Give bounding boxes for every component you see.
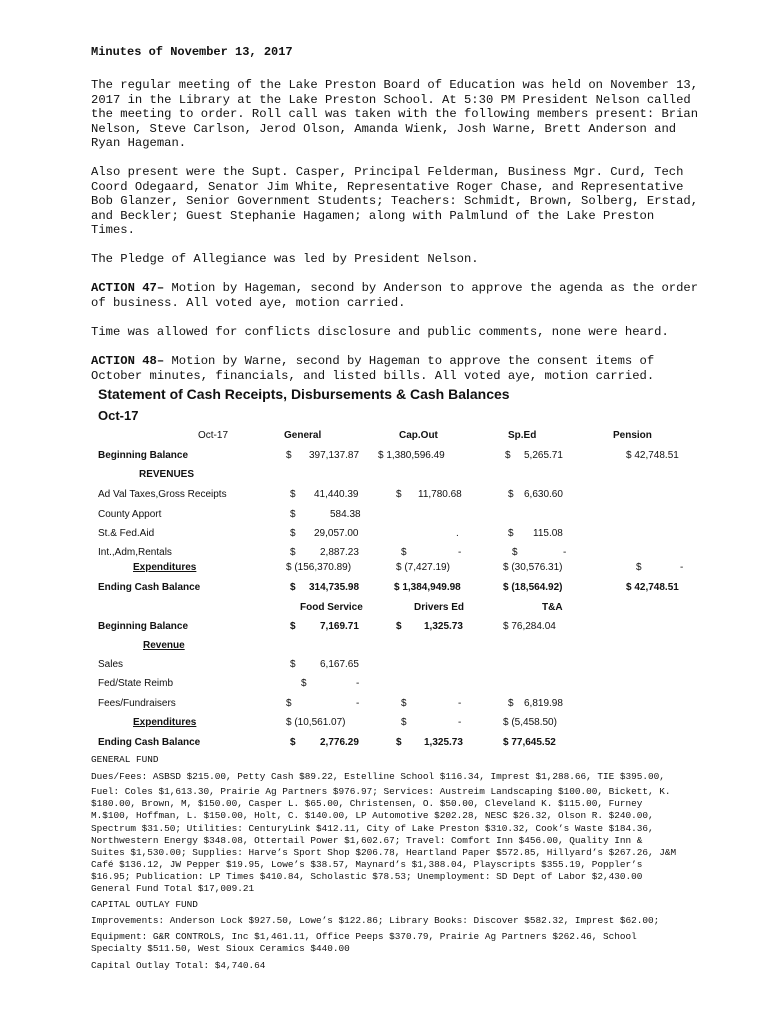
county-general-currency: $ bbox=[290, 509, 296, 520]
exp-pension-value: - bbox=[680, 562, 684, 573]
general-fund-items: Fuel: Coles $1,613.30, Prairie Ag Partners $976.97; Services: Austreim Landscaping $100.00, Bickett, K. $180.00, Brown, M, $150.00, Casper L. $65.00, Christensen, O. $50.00, Cleveland K. $115.00, Furney M.$100, Hoffman, L. $150.00, Holt, C. $140.00, LP Automotive $202.28, NESC $26.32, Olson R. $240.00, Spectrum $31.50; Utilities: CenturyLink $412.11, City of Lake Preston $310.32, Cook’s Waste $184.36, Northwestern Energy $348.08, Ottertail Power $1,602.67; Travel: Comfort Inn $456.00, Quality Inn & Suites $1,530.00; Supplies: Harve’s Sport Shop $206.78, Heartland Paper $572.85, Hillyard’s $267.26, J&M Café $136.12, JW Pepper $19.95, Lowe’s $38.57, Maynard’s $1,388.04, Playscripts $355.19, Poppler’s $16.95; Publication: LP Times $410.84, Scholastic $78.53; Unemployment: SD Dept of Labor $2,430.00 bbox=[91, 786, 677, 883]
adval-general-value: 41,440.39 bbox=[314, 489, 359, 500]
int-sped-currency: $ bbox=[512, 547, 518, 558]
capital-outlay-improvements: Improvements: Anderson Lock $927.50, Lowe’s $122.86; Library Books: Discover $582.32, Imprest $62.00; bbox=[91, 915, 660, 926]
row-label-county: County Apport bbox=[98, 509, 162, 520]
fees-drivers-value: - bbox=[458, 698, 462, 709]
exp-general-value: $ (156,370.89) bbox=[286, 562, 352, 573]
exp-sped-value: $ (30,576.31) bbox=[503, 562, 563, 573]
adval-general-currency: $ bbox=[290, 489, 296, 500]
action-48-label: ACTION 48– bbox=[91, 354, 165, 368]
end-food-value: 2,776.29 bbox=[320, 737, 359, 748]
month-label: Oct-17 bbox=[198, 430, 229, 441]
header-capout: Cap.Out bbox=[399, 430, 438, 441]
exp-drivers-currency: $ bbox=[401, 717, 407, 728]
minutes-paragraph-pledge: The Pledge of Allegiance was led by President Nelson. bbox=[91, 252, 479, 266]
header-food-service: Food Service bbox=[300, 602, 363, 613]
header-ta: T&A bbox=[542, 602, 563, 613]
bb-capout-value: $ 1,380,596.49 bbox=[378, 450, 445, 461]
state-capout-value: . bbox=[456, 528, 459, 539]
row-label-ending-balance: Ending Cash Balance bbox=[98, 582, 201, 593]
county-general-value: 584.38 bbox=[330, 509, 361, 520]
end-food-currency: $ bbox=[290, 737, 296, 748]
exp-capout-value: $ (7,427.19) bbox=[396, 562, 450, 573]
minutes-action-47 bbox=[91, 281, 731, 310]
state-sped-value: 115.08 bbox=[533, 528, 563, 539]
exp-food-value: $ (10,561.07) bbox=[286, 717, 346, 728]
general-fund-heading: GENERAL FUND bbox=[91, 754, 159, 765]
int-general-value: 2,887.23 bbox=[320, 547, 359, 558]
fed-food-value: - bbox=[356, 678, 360, 689]
end-ta-value: $ 77,645.52 bbox=[503, 737, 556, 748]
capital-outlay-equipment: Equipment: G&R CONTROLS, Inc $1,461.11, Office Peeps $370.79, Prairie Ag Partners $262.46, School Specialty $511.50, West Sioux Ceramics $440.00 bbox=[91, 931, 637, 955]
sales-food-currency: $ bbox=[290, 659, 296, 670]
row2-label-ending-balance: Ending Cash Balance bbox=[98, 737, 201, 748]
int-general-currency: $ bbox=[290, 547, 296, 558]
row2-label-beginning-balance: Beginning Balance bbox=[98, 621, 189, 632]
minutes-paragraph-public-comments: Time was allowed for conflicts disclosure and public comments, none were heard. bbox=[91, 325, 669, 339]
exp-drivers-value: - bbox=[458, 717, 462, 728]
header-general: General bbox=[284, 430, 322, 441]
bb-food-value: 7,169.71 bbox=[320, 621, 359, 632]
bb-general-currency: $ bbox=[286, 450, 292, 461]
end-drivers-value: 1,325.73 bbox=[424, 737, 463, 748]
bb-sped-value: 5,265.71 bbox=[524, 450, 563, 461]
statement-title: Statement of Cash Receipts, Disbursements & Cash Balances bbox=[98, 386, 510, 402]
general-fund-total: General Fund Total $17,009.21 bbox=[91, 883, 255, 894]
bb-sped-currency: $ bbox=[505, 450, 511, 461]
int-capout-currency: $ bbox=[401, 547, 407, 558]
bb-drivers-value: 1,325.73 bbox=[424, 621, 463, 632]
state-sped-currency: $ bbox=[508, 528, 514, 539]
bb-food-currency: $ bbox=[290, 621, 296, 632]
header-drivers-ed: Drivers Ed bbox=[414, 602, 465, 613]
fees-drivers-currency: $ bbox=[401, 698, 407, 709]
capital-outlay-heading: CAPITAL OUTLAY FUND bbox=[91, 899, 198, 910]
adval-sped-currency: $ bbox=[508, 489, 514, 500]
minutes-paragraph-opening: The regular meeting of the Lake Preston Board of Education was held on November 13, 2017 in the Library at the Lake Preston School. At 5:30 PM President Nelson called the meeting to order. Roll call was taken with the following members present: Brian Nelson, Steve Carlson, Jerod Olson, Amanda Wienk, Josh Warne, Brett Anderson and Ryan Hageman. bbox=[91, 78, 699, 151]
adval-capout-value: 11,780.68 bbox=[418, 489, 462, 500]
state-general-value: 29,057.00 bbox=[314, 528, 359, 539]
end-general-currency: $ bbox=[290, 582, 296, 593]
row-label-expenditures: Expenditures bbox=[133, 562, 197, 573]
header-sped: Sp.Ed bbox=[508, 430, 537, 441]
row-label-ad-val: Ad Val Taxes,Gross Receipts bbox=[98, 489, 227, 500]
row2-label-fedstate: Fed/State Reimb bbox=[98, 678, 174, 689]
row-label-beginning-balance: Beginning Balance bbox=[98, 450, 189, 461]
action-48-text: Motion by Warne, second by Hageman to approve the consent items of October minutes, financials, and listed bills. All voted aye, motion carried. bbox=[91, 354, 655, 383]
statement-subtitle: Oct-17 bbox=[98, 408, 139, 423]
bb-pension-value: $ 42,748.51 bbox=[626, 450, 679, 461]
row2-label-expenditures: Expenditures bbox=[133, 717, 197, 728]
action-47-text: Motion by Hageman, second by Anderson to approve the agenda as the order of business. All voted aye, motion carried. bbox=[91, 281, 699, 310]
fees-ta-value: 6,819.98 bbox=[524, 698, 563, 709]
sales-food-value: 6,167.65 bbox=[320, 659, 359, 670]
row2-label-sales: Sales bbox=[98, 659, 124, 670]
exp-pension-currency: $ bbox=[636, 562, 642, 573]
row-label-int: Int.,Adm,Rentals bbox=[98, 547, 172, 558]
fees-food-currency: $ bbox=[286, 698, 292, 709]
action-47-label: ACTION 47– bbox=[91, 281, 165, 295]
header-pension: Pension bbox=[613, 430, 652, 441]
end-drivers-currency: $ bbox=[396, 737, 402, 748]
fed-food-currency: $ bbox=[301, 678, 307, 689]
row2-label-revenue: Revenue bbox=[143, 640, 185, 651]
int-capout-value: - bbox=[458, 547, 462, 558]
fees-ta-currency: $ bbox=[508, 698, 514, 709]
minutes-action-48 bbox=[91, 354, 731, 383]
exp-ta-value: $ (5,458.50) bbox=[503, 717, 557, 728]
int-sped-value: - bbox=[563, 547, 567, 558]
adval-sped-value: 6,630.60 bbox=[524, 489, 563, 500]
end-sped-value: $ (18,564.92) bbox=[503, 582, 563, 593]
row-label-revenues: REVENUES bbox=[139, 469, 195, 480]
bb-drivers-currency: $ bbox=[396, 621, 402, 632]
fees-food-value: - bbox=[356, 698, 360, 709]
bb-general-value: 397,137.87 bbox=[309, 450, 360, 461]
minutes-paragraph-attendees: Also present were the Supt. Casper, Principal Felderman, Business Mgr. Curd, Tech Coord Odegaard, Senator Jim White, Representative Roger Chase, and Representative Bob Glanzer, Senior Government Students; Teachers: Schmidt, Brown, Solberg, Erstad, and Beckler; Guest Stephanie Hagamen; along with Palmlund of the Lake Preston Times. bbox=[91, 165, 699, 238]
row2-label-fees: Fees/Fundraisers bbox=[98, 698, 176, 709]
end-capout-value: $ 1,384,949.98 bbox=[394, 582, 461, 593]
end-pension-value: $ 42,748.51 bbox=[626, 582, 679, 593]
bb-ta-value: $ 76,284.04 bbox=[503, 621, 556, 632]
capital-outlay-total: Capital Outlay Total: $4,740.64 bbox=[91, 960, 266, 971]
state-general-currency: $ bbox=[290, 528, 296, 539]
general-fund-dues: Dues/Fees: ASBSD $215.00, Petty Cash $89.22, Estelline School $116.34, Imprest $1,288.66, TIE $395.00, bbox=[91, 771, 665, 782]
adval-capout-currency: $ bbox=[396, 489, 402, 500]
end-general-value: 314,735.98 bbox=[309, 582, 360, 593]
minutes-title: Minutes of November 13, 2017 bbox=[91, 45, 293, 59]
row-label-state: St.& Fed.Aid bbox=[98, 528, 155, 539]
